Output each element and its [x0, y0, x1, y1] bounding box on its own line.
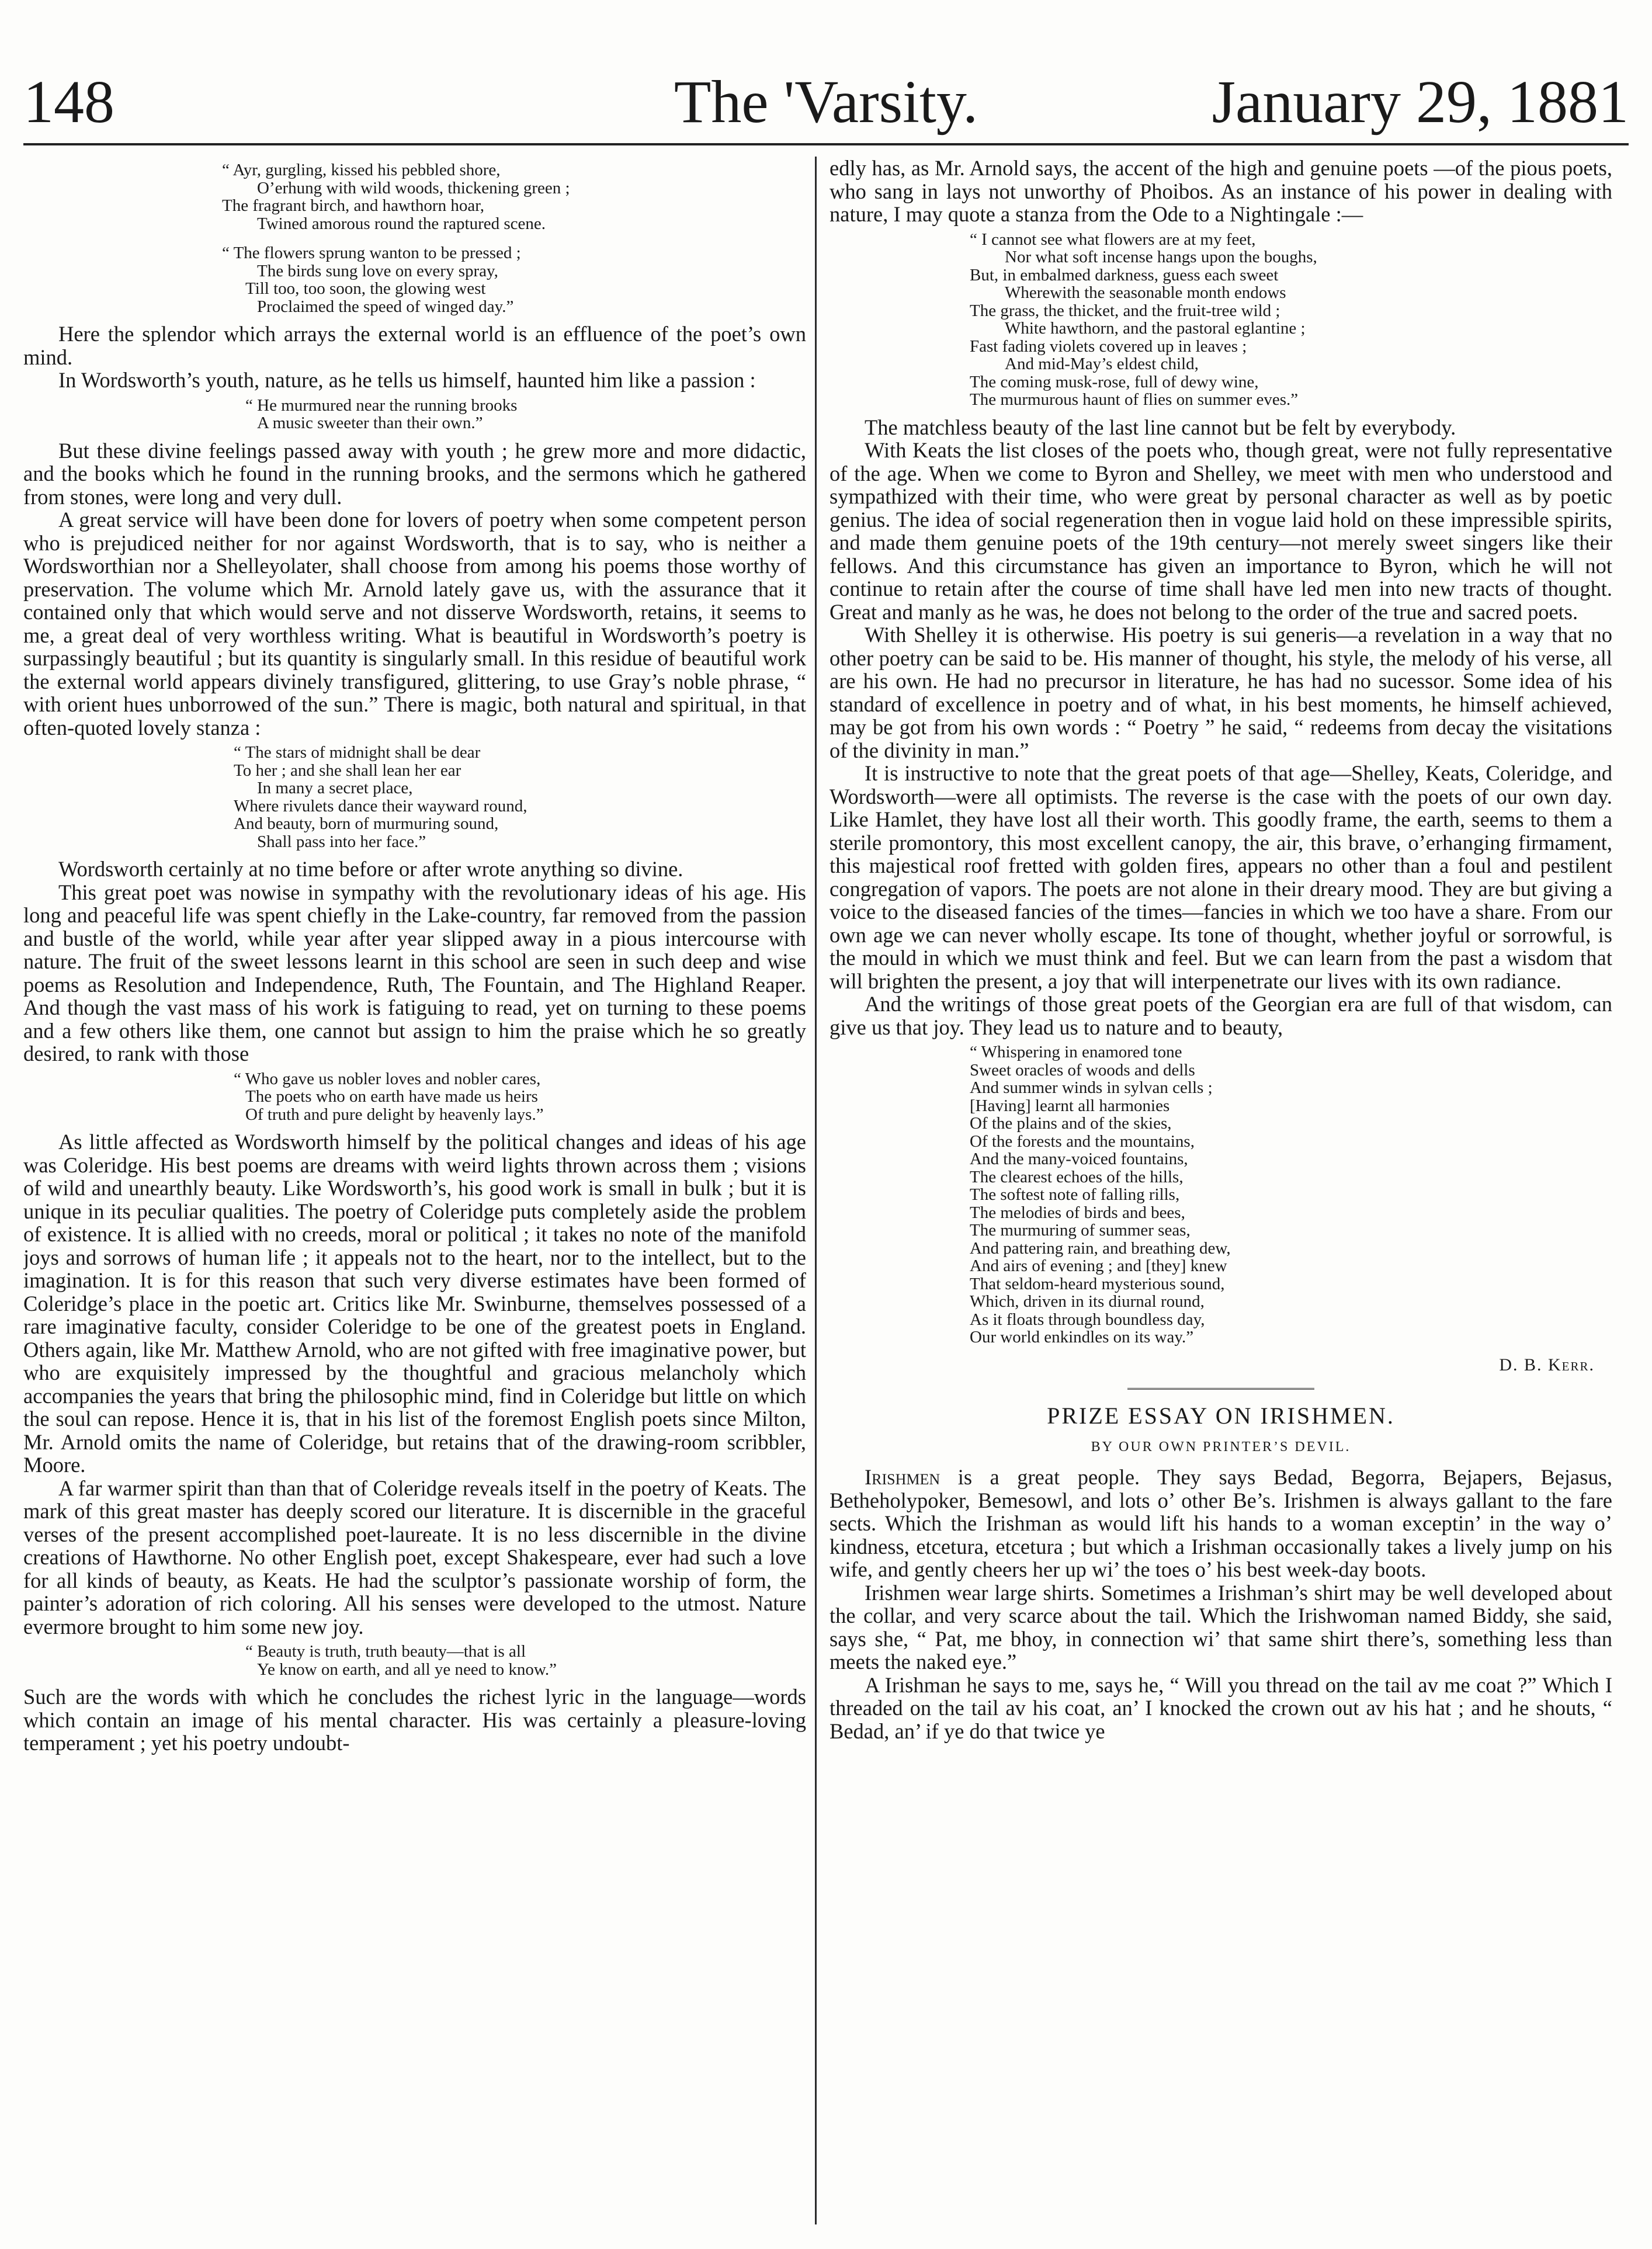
paragraph: It is instructive to note that the great poets of that age—Shelley, Keats, Coleridge, and Wordsworth—were all optimists. The reverse is the case with the poets of our own day. Like Hamlet, they have lost all their worth. This goodly frame, the earth, seems to them a sterile promontory, this most excellent canopy, the air, this brave, o’erhanging firmament, this majestical roof fretted with golden fires, appears no other than a foul and pestilent congregation of vapors. The poets are not alone in their dreary mood. They are but giving a voice to the diseased fancies of the times—fancies in which we too have a share. From our own age we can never wholly escape. Its tone of thought, whether joyful or sorrowful, is the mould in which we must think and feel. But we can learn from the past a wisdom that will brighten the present, a joy that will interpenetrate our lives with its own radiance.: [830, 761, 1612, 993]
verse-line: The grass, the thicket, and the fruit-tree wild ;: [970, 301, 1280, 320]
verse-line: And mid-May’s eldest child,: [1005, 355, 1199, 373]
verse-line: “ Whispering in enamored tone: [970, 1043, 1182, 1061]
verse-wordsworth-stanza: [234, 744, 806, 851]
verse-line: Of the forests and the mountains,: [970, 1132, 1195, 1151]
verse-line: Ye know on earth, and all ye need to know.”: [257, 1660, 557, 1679]
verse-line: Fast fading violets covered up in leaves ;: [970, 336, 1247, 356]
left-column: [23, 157, 806, 2224]
verse-line: In many a secret place,: [257, 779, 413, 797]
verse-burns: [222, 161, 806, 232]
verse-line: “ He murmured near the running brooks: [245, 395, 518, 415]
verse-line: The softest note of falling rills,: [970, 1185, 1180, 1204]
author-signature: D. B. Kerr.: [1499, 1355, 1595, 1375]
paragraph: Here the splendor which arrays the external world is an effluence of the poet’s own mind.: [23, 322, 806, 369]
verse-line: Twined amorous round the raptured scene.: [257, 214, 546, 233]
essay-paragraph: Irishmen wear large shirts. Sometimes a Irishman’s shirt may be well developed about the collar, and very scarce about the tail. Which the Irishwoman named Biddy, she said, says she, “ Pat, me bhoy, in connection wi’ that same shirt there’s, something less than meets the naked eye.”: [830, 1580, 1612, 1674]
verse-line: Nor what soft incense hangs upon the boughs,: [1005, 248, 1317, 266]
verse-line: The murmuring of summer seas,: [970, 1221, 1191, 1240]
verse-line: The clearest echoes of the hills,: [970, 1167, 1184, 1186]
verse-line: Shall pass into her face.”: [257, 832, 426, 851]
verse-line: Proclaimed the speed of winged day.”: [257, 297, 514, 316]
column-rule: [815, 157, 817, 2224]
verse-line: Which, driven in its diurnal round,: [970, 1292, 1205, 1311]
verse-line: “ I cannot see what flowers are at my feet,: [970, 230, 1256, 249]
verse-line: But, in embalmed darkness, guess each sweet: [970, 265, 1279, 284]
essay-text: is a great people. They says Bedad, Begorra, Bejapers, Bejasus, Betheholypoker, Bemesowl, and lots o’ other Be’s. Irishmen is always gallant to the fare sects. Which the Irishman as would lift his hands to a woman exceptin’ in the way o’ kindness, etcetura, etcetura ; but which a Irishman occasionally takes a lively jump on his wife, and gently cheers her up wi’ the toes o’ his best week-day boots.: [830, 1465, 1612, 1581]
verse-line: To her ; and she shall lean her ear: [234, 761, 461, 780]
page-number: 148: [23, 68, 114, 136]
paragraph: This great poet was nowise in sympathy with the revolutionary ideas of his age. His long and peaceful life was spent chiefly in the Lake-country, far removed from the passion and bustle of the world, while year after year slipped away in a pious intercourse with nature. The fruit of the sweet lessons learnt in this school are seen in such deep and wise poems as Resolution and Independence, Ruth, The Fountain, and The Highland Reaper. And though the vast mass of his work is fatiguing to read, yet on turning to these poems and a few others like them, one cannot but assign to him the praise which he so greatly desired, to rank with those: [23, 880, 806, 1066]
verse-line: That seldom-heard mysterious sound,: [970, 1274, 1225, 1293]
verse-line: “ The flowers sprung wanton to be pressed ;: [222, 244, 521, 262]
verse-line: And summer winds in sylvan cells ;: [970, 1078, 1213, 1097]
verse-line: The murmurous haunt of flies on summer eves.”: [970, 390, 1299, 409]
paragraph: With Keats the list closes of the poets who, though great, were not fully representative of the age. When we come to Byron and Shelley, we meet with men who understood and sympathized with their time, who were great by personal character as well as by poetic genius. The idea of social regeneration then in vogue laid hold on these impressible spirits, and made them genuine poets of the 19th century—not merely sweet singers like their fellows. And this circumstance has given an importance to Byron, which he will not continue to retain after the course of time shall have led men into new tracts of thought. Great and manly as he was, he does not belong to the order of the true and sacred poets.: [830, 438, 1612, 624]
verse-line: [Having] learnt all harmonies: [970, 1096, 1170, 1115]
essay-byline: BY OUR OWN PRINTER’S DEVIL.: [1091, 1439, 1351, 1455]
verse-line: And airs of evening ; and [they] knew: [970, 1257, 1227, 1275]
verse-grecian-urn: [245, 1643, 806, 1678]
issue-date: January 29, 1881: [1212, 68, 1629, 136]
verse-line: The poets who on earth have made us heirs: [245, 1087, 538, 1106]
right-column: [830, 157, 1612, 2224]
verse-line: And the many-voiced fountains,: [970, 1150, 1188, 1168]
verse-line: Of the plains and of the skies,: [970, 1114, 1172, 1133]
essay-paragraph: A Irishman he says to me, says he, “ Will you thread on the tail av me coat ?” Which I threaded on the tail av his coat, an’ I knocked the crown out av his hat ; and he shouts, “ Bedad, an’ if ye do that twice ye: [830, 1672, 1612, 1743]
paragraph: The matchless beauty of the last line cannot but be felt by everybody.: [865, 415, 1456, 439]
verse-line: Of truth and pure delight by heavenly lays.”: [245, 1105, 544, 1124]
paragraph: Wordsworth certainly at no time before or after wrote anything so divine.: [58, 857, 683, 881]
page-header: [23, 55, 1629, 145]
verse-line: Wherewith the seasonable month endows: [1005, 283, 1286, 302]
verse-burns-2: [222, 244, 806, 315]
paragraph: edly has, as Mr. Arnold says, the accent of the high and genuine poets —of the pious poets, who sang in lays not unworthy of Phoibos. As an instance of his power in dealing with nature, I may quote a stanza from the Ode to a Nightingale :—: [830, 157, 1612, 226]
paragraph: And the writings of those great poets of the Georgian era are full of that wisdom, can give us that joy. They lead us to nature and to beauty,: [830, 992, 1612, 1039]
masthead-title: The 'Varsity.: [674, 68, 978, 136]
verse-line: The fragrant birch, and hawthorn hoar,: [222, 196, 484, 215]
verse-line: Where rivulets dance their wayward round,: [234, 796, 527, 815]
essay-title: PRIZE ESSAY ON IRISHMEN.: [1047, 1403, 1395, 1429]
verse-line: O’erhung with wild woods, thickening green ;: [257, 178, 570, 197]
verse-line: “ The stars of midnight shall be dear: [234, 743, 481, 762]
essay-lead-word: Irishmen: [865, 1465, 940, 1489]
verse-line: Till too, too soon, the glowing west: [245, 279, 486, 298]
paragraph: A far warmer spirit than than that of Coleridge reveals itself in the poetry of Keats. The mark of this great master has deeply scored our literature. It is discernible in the graceful verses of the present accomplished poet-laureate. It is no less discernible in the divine creations of Hawthorne. No other English poet, except Shakespeare, ever had such a love for all kinds of beauty, as Keats. He had the sculptor’s passionate worship of form, the painter’s adoration of rich coloring. All his senses were developed to the utmost. Nature evermore brought to him some new joy.: [23, 1476, 806, 1639]
paragraph: A great service will have been done for lovers of poetry when some competent person who is prejudiced neither for nor against Wordsworth, that is to say, who is neither a Wordsworthian nor a Shelleyolater, shall choose from among his poems those worthy of preservation. The volume which Mr. Arnold lately gave us, with the assurance that it contained only that which would serve and not disserve Wordsworth, retains, it seems to me, a great deal of very worthless writing. What is beautiful in Wordsworth’s poetry is surpassingly beautiful ; but its quantity is singularly small. In this residue of beautiful work the external world appears divinely transfigured, glittering, to use Gray’s noble phrase, “ with orient hues unborrowed of the sun.” There is magic, both natural and spiritual, in that often-quoted lovely stanza :: [23, 508, 806, 740]
verse-line: A music sweeter than their own.”: [257, 414, 483, 432]
paragraph: But these divine feelings passed away with youth ; he grew more and more didactic, and the books which he found in the running brooks, and the sermons which he gathered from stones, were long and very dull.: [23, 438, 806, 509]
verse-line: The coming musk-rose, full of dewy wine,: [970, 372, 1259, 391]
verse-line: And pattering rain, and breathing dew,: [970, 1238, 1231, 1258]
verse-line: The melodies of birds and bees,: [970, 1203, 1185, 1222]
verse-line: Sweet oracles of woods and dells: [970, 1060, 1195, 1080]
verse-line: And beauty, born of murmuring sound,: [234, 814, 499, 833]
verse-line: “ Who gave us nobler loves and nobler cares,: [234, 1069, 541, 1088]
verse-nightingale: [970, 231, 1612, 409]
verse-line: As it floats through boundless day,: [970, 1310, 1205, 1329]
verse-wordsworth: [245, 397, 806, 432]
verse-line: The birds sung love on every spray,: [257, 261, 498, 280]
paragraph: As little affected as Wordsworth himself by the political changes and ideas of his age was Coleridge. His best poems are dreams with weird lights thrown across them ; visions of wild and unearthly beauty. Like Wordsworth’s, his good work is small in bulk ; but it is unique in its peculiar qualities. The poetry of Coleridge puts completely aside the problem of existence. It is allied with no creeds, moral or political ; it takes no note of the manifold joys and sorrows of human life ; it appeals not to the heart, nor to the intellect, but to the imagination. It is for this reason that such very diverse estimates have been formed of Coleridge’s place in the poetic art. Critics like Mr. Swinburne, themselves possessed of a rare imaginative faculty, consider Coleridge to be one of the greatest poets in England. Others again, like Mr. Matthew Arnold, who are not gifted with free imaginative power, but who are exquisitely impressed by the thoughtful and gracious melancholy which accompanies the years that bring the philosophic mind, find in Coleridge but little on which the soul can repose. Hence it is, that in his list of the foremost English poets since Milton, Mr. Arnold omits the name of Coleridge, but retains that of the drawing-room scribbler, Moore.: [23, 1130, 806, 1477]
verse-line: Our world enkindles on its way.”: [970, 1328, 1194, 1346]
verse-shelley: [970, 1043, 1612, 1346]
paragraph: With Shelley it is otherwise. His poetry is sui generis—a revelation in a way that no other poetry can be said to be. His manner of thought, his style, the melody of his verse, all are his own. He had no precursor in literature, he has had no sucessor. Some idea of his standard of excellence in poetry and of what, in his best moments, he himself achieved, may be got from his own words : “ Poetry ” he said, “ redeems from decay the visitations of the divinity in man.”: [830, 623, 1612, 762]
verse-line: White hawthorn, and the pastoral eglantine ;: [1005, 319, 1306, 338]
paragraph: Such are the words with which he concludes the richest lyric in the language—words which contain an image of his mental character. His was certainly a pleasure-loving temperament ; yet his poetry undoubt-: [23, 1685, 806, 1755]
section-divider: [1127, 1388, 1314, 1391]
verse-line: “ Ayr, gurgling, kissed his pebbled shore,: [222, 161, 501, 179]
verse-line: “ Beauty is truth, truth beauty—that is all: [245, 1642, 526, 1661]
paragraph: In Wordsworth’s youth, nature, as he tells us himself, haunted him like a passion :: [58, 368, 756, 392]
essay-paragraph: [830, 1466, 1612, 1581]
verse-keats-heirs: [234, 1070, 806, 1124]
